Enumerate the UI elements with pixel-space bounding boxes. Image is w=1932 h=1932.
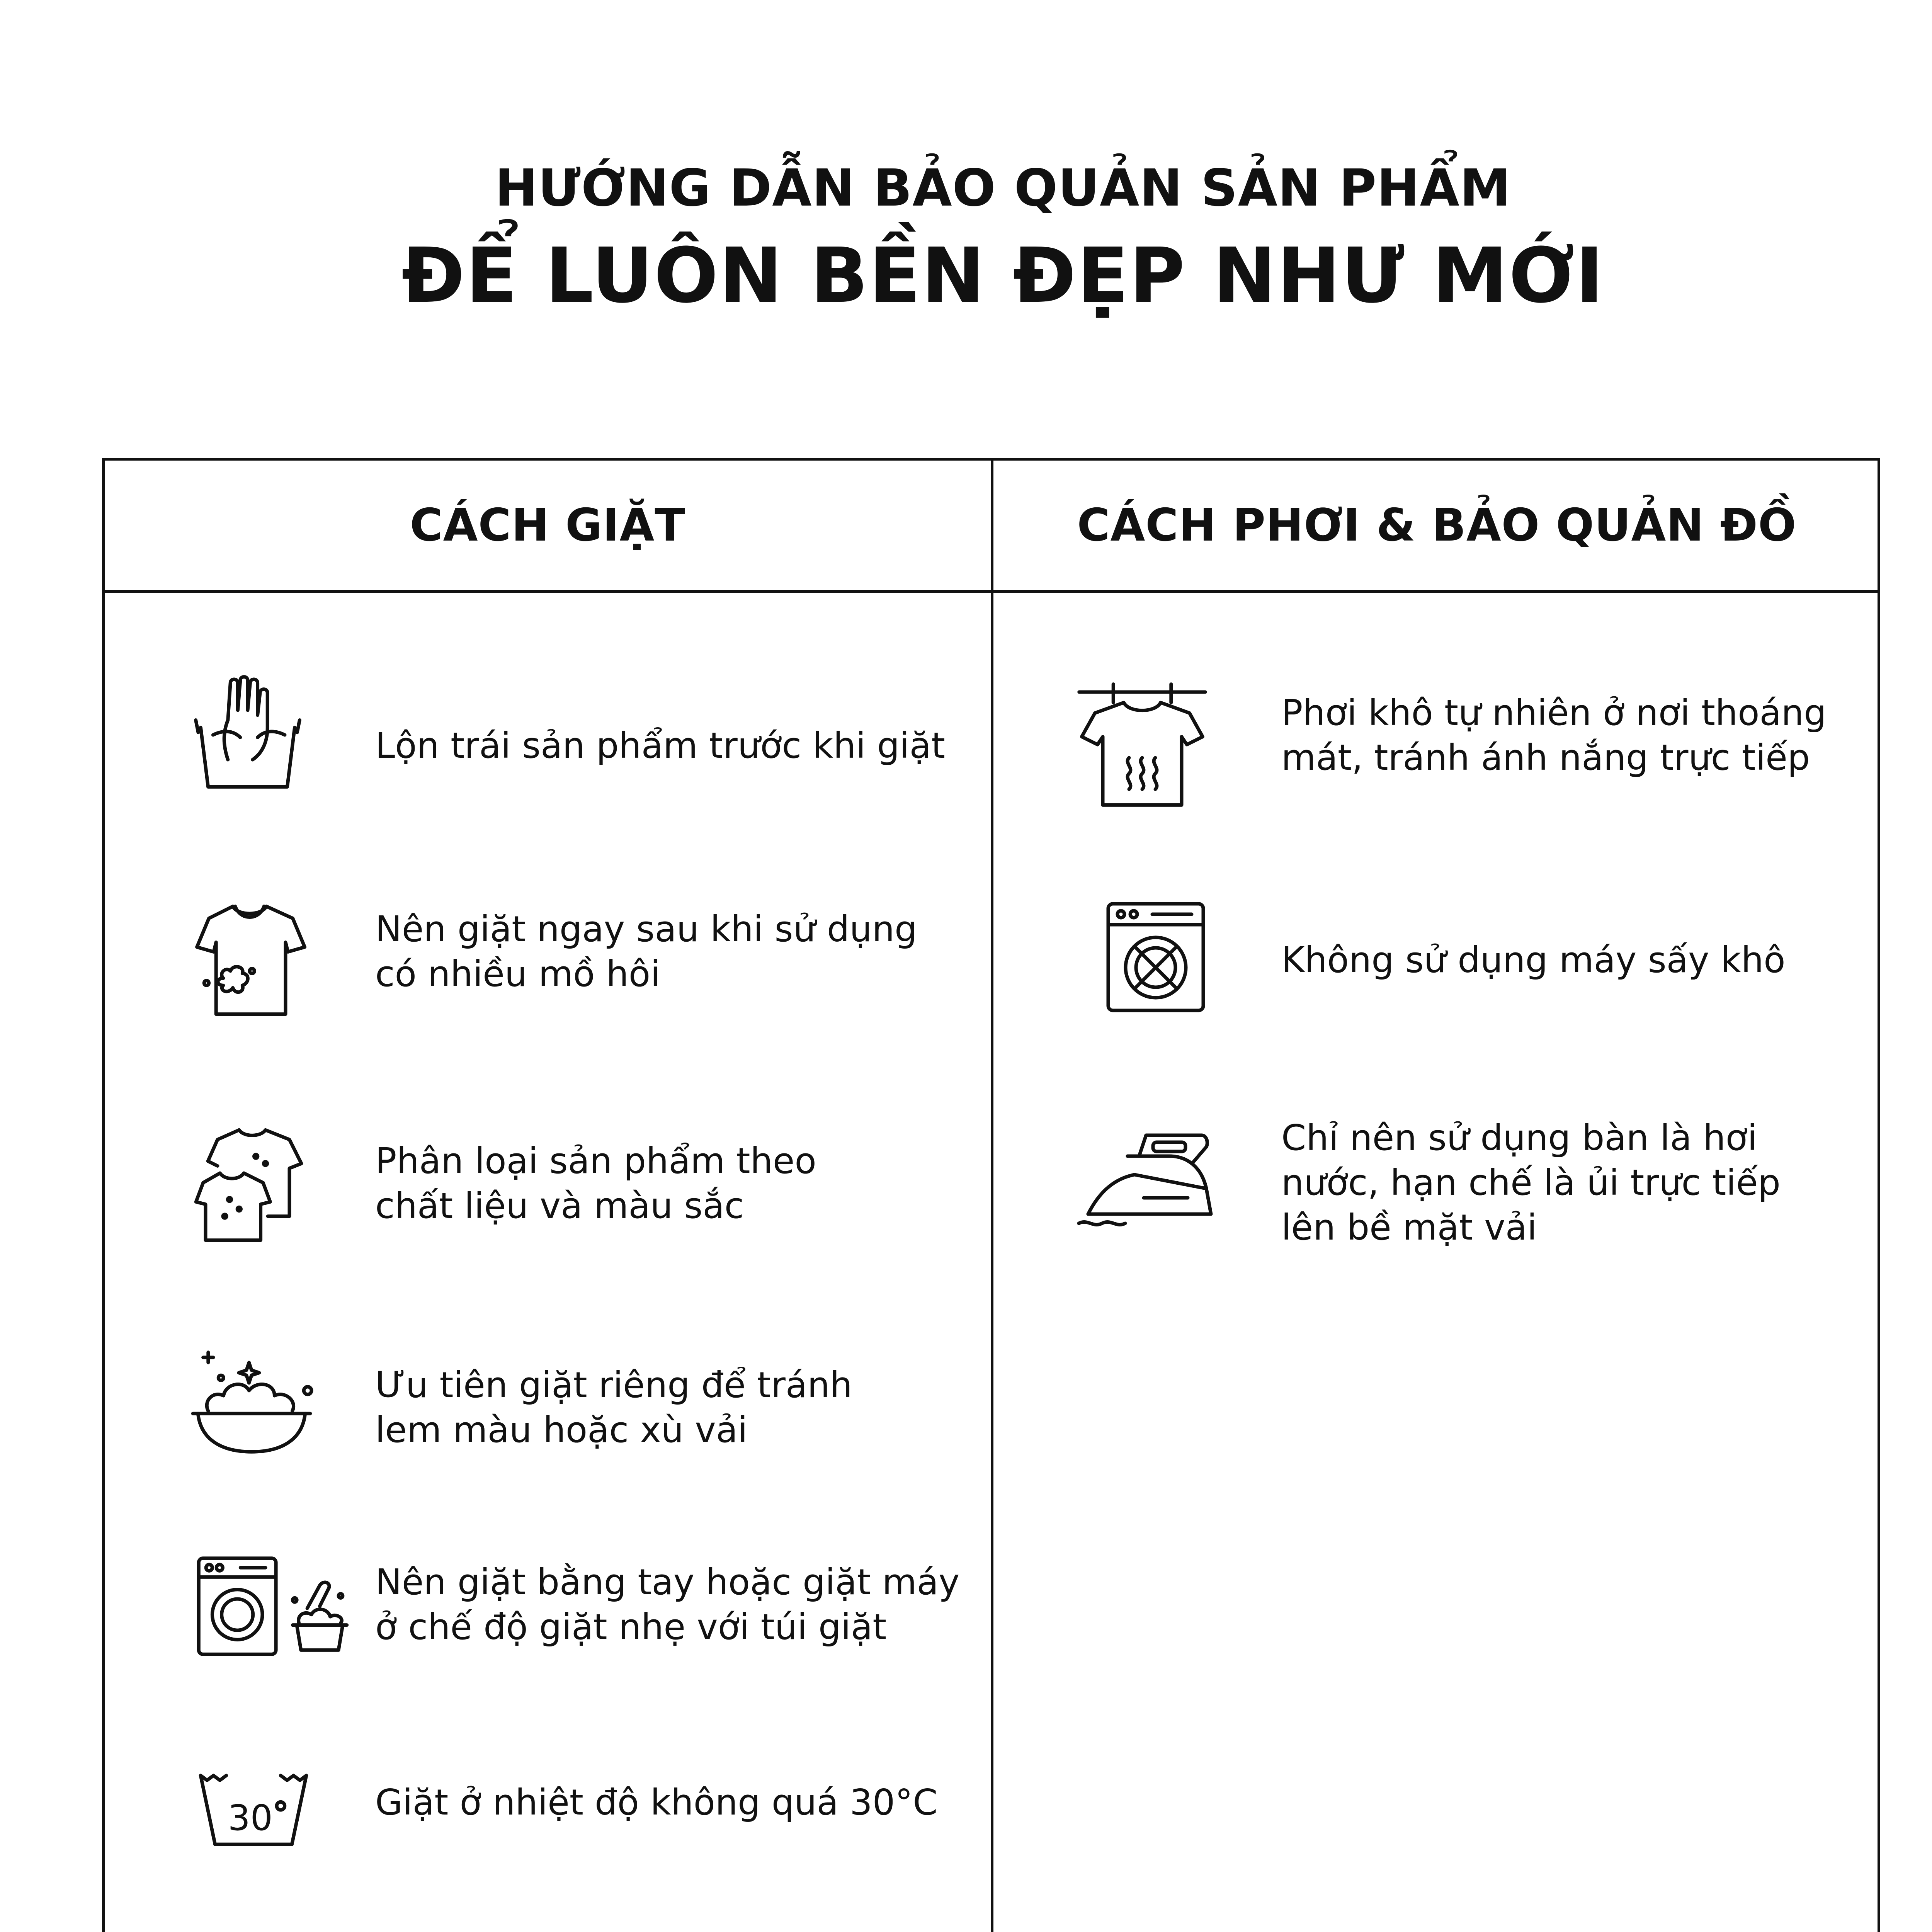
sorted-shirts-icon <box>194 1116 313 1255</box>
wash-30-icon <box>197 1769 310 1850</box>
wash-tip-text: Ưu tiên giặt riêng để tránh lem màu hoặc xù vải <box>375 1364 852 1451</box>
wash-tip-text: Lộn trái sản phẩm trước khi giặt <box>375 725 946 766</box>
drying-column-heading: CÁCH PHƠI & BẢO QUẢN ĐỒ <box>1077 499 1797 551</box>
care-table <box>102 458 1880 1932</box>
stained-shirt-icon <box>190 891 310 1027</box>
wash-tip-text: Nên giặt bằng tay hoặc giặt máy ở chế độ giặt nhẹ với túi giặt <box>375 1561 960 1648</box>
dry-tip-text: Chỉ nên sử dụng bàn là hơi nước, hạn chế là ủi trực tiếp lên bề mặt vải <box>1281 1117 1781 1248</box>
foam-basin-icon <box>188 1332 315 1459</box>
page-title-line1: HƯỚNG DẪN BẢO QUẢN SẢN PHẨM <box>495 158 1511 218</box>
wash-tip-text: Phân loại sản phẩm theo chất liệu và màu sắc <box>375 1140 816 1226</box>
hand-wash-basin-icon <box>182 673 313 797</box>
dry-tip-text: Không sử dụng máy sấy khô <box>1281 939 1786 981</box>
no-tumble-dry-icon <box>1104 897 1208 1017</box>
header-divider <box>105 590 1878 593</box>
dry-tip-text: Phơi khô tự nhiên ở nơi thoáng mát, tránh ánh nắng trực tiếp <box>1281 692 1827 778</box>
washing-column-heading: CÁCH GIẶT <box>410 499 686 551</box>
wash-temperature-label: 30 <box>228 1797 273 1838</box>
steam-iron-icon <box>1075 1121 1218 1237</box>
wash-tip-text: Nên giặt ngay sau khi sử dụng có nhiều mồ hôi <box>375 908 917 995</box>
washer-and-basin-icon <box>192 1554 354 1658</box>
page-title-line2: ĐỂ LUÔN BỀN ĐẸP NHƯ MỚI <box>401 232 1605 320</box>
column-divider <box>991 461 993 1932</box>
wash-tip-text: Giặt ở nhiệt độ không quá 30°C <box>375 1782 938 1823</box>
line-dry-shirt-icon <box>1077 679 1208 810</box>
